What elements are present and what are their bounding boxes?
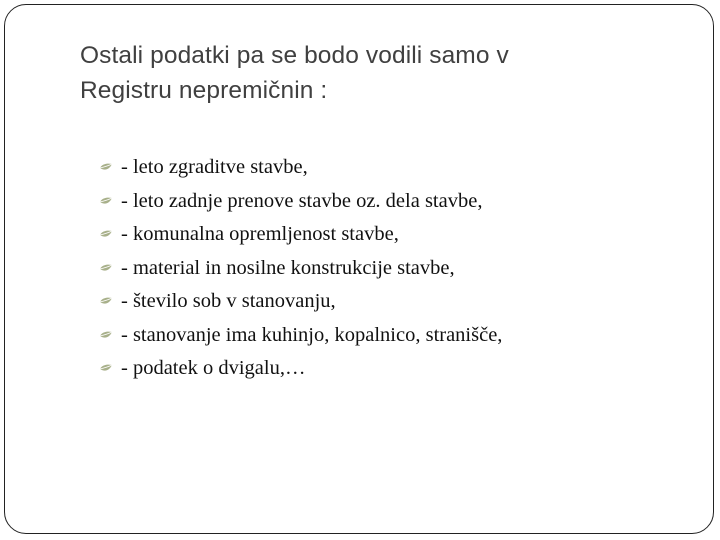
bullet-text: - stanovanje ima kuhinjo, kopalnico, stranišče, xyxy=(121,323,503,346)
title-line-2: Registru nepremičnin : xyxy=(80,77,328,104)
bullet-text: - podatek o dvigalu,… xyxy=(121,357,306,379)
bullet-text: - leto zgraditve stavbe, xyxy=(121,156,308,178)
leaf-bullet-icon xyxy=(99,163,113,173)
list-item xyxy=(77,185,502,219)
leaf-bullet-icon xyxy=(99,264,113,274)
list-item xyxy=(77,319,502,353)
list-item xyxy=(77,285,502,319)
list-item xyxy=(77,218,502,252)
bullet-text: - število sob v stanovanju, xyxy=(121,290,336,312)
list-item xyxy=(77,252,502,286)
leaf-bullet-icon xyxy=(99,331,113,341)
bullet-list xyxy=(77,151,502,386)
leaf-bullet-icon xyxy=(99,297,113,307)
slide-title xyxy=(80,38,680,108)
title-line-1: Ostali podatki pa se bodo vodili samo v xyxy=(80,42,509,69)
leaf-bullet-icon xyxy=(99,197,113,207)
leaf-bullet-icon xyxy=(99,364,113,374)
bullet-text: - komunalna opremljenost stavbe, xyxy=(121,223,399,245)
list-item xyxy=(77,352,502,386)
slide-frame xyxy=(4,4,714,534)
list-item xyxy=(77,151,502,185)
bullet-text: - leto zadnje prenove stavbe oz. dela stavbe, xyxy=(121,189,483,212)
leaf-bullet-icon xyxy=(99,230,113,240)
bullet-text: - material in nosilne konstrukcije stavbe, xyxy=(121,256,455,279)
